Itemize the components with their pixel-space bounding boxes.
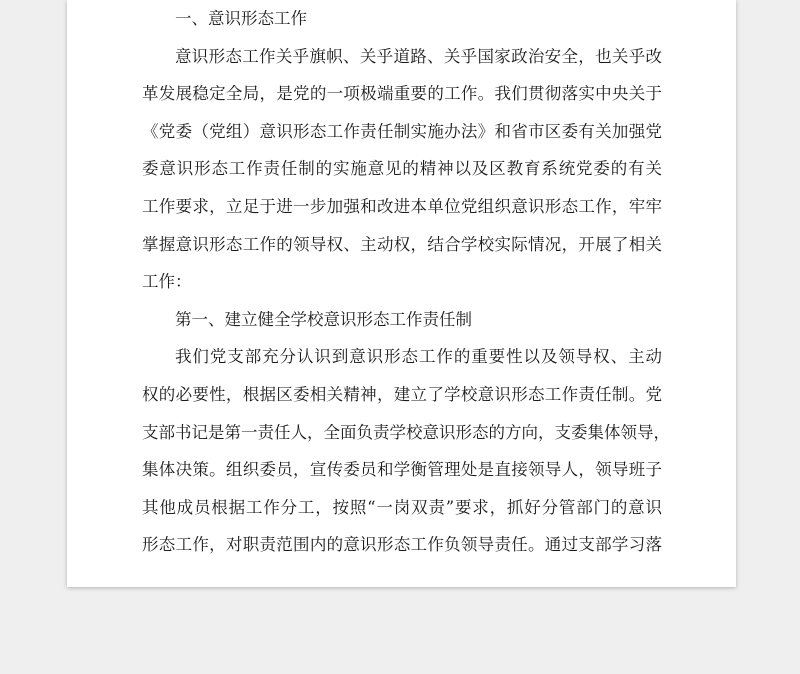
paragraph-line: 工作要求，立足于进一步加强和改进本单位党组织意识形态工作，牢牢 (142, 196, 662, 216)
paragraph-line: 工作： (142, 272, 192, 292)
paragraph-line: 《党委（党组）意识形态工作责任制实施办法》和省市区委有关加强党 (142, 121, 662, 141)
paragraph-ideology-overview (142, 38, 662, 301)
paragraph-line: 革发展稳定全局，是党的一项极端重要的工作。我们贯彻落实中央关于 (142, 84, 662, 104)
section-heading: 一、意识形态工作 (175, 9, 307, 28)
subheading: 第一、建立健全学校意识形态工作责任制 (175, 309, 472, 329)
paragraph-line: 委意识形态工作责任制的实施意见的精神以及区教育系统党委的有关 (142, 159, 662, 179)
paragraph-responsibility-system (142, 338, 670, 564)
paragraph-line: 其他成员根据工作分工，按照“一岗双责”要求，抓好分管部门的意识 (142, 497, 662, 517)
paragraph-line: 我们党支部充分认识到意识形态工作的重要性以及领导权、主动 (175, 347, 662, 367)
paragraph-line: 掌握意识形态工作的领导权、主动权，结合学校实际情况，开展了相关 (142, 234, 662, 254)
paragraph-line: 形态工作，对职责范围内的意识形态工作负领导责任。通过支部学习落 (142, 535, 662, 555)
paragraph-line: 支部书记是第一责任人，全面负责学校意识形态的方向，支委集体领导， (142, 422, 670, 442)
paragraph-line: 意识形态工作关乎旗帜、关乎道路、关乎国家政治安全，也关乎改 (175, 46, 662, 66)
document-content (142, 0, 670, 564)
paragraph-line: 集体决策。组织委员，宣传委员和学衡管理处是直接领导人，领导班子 (142, 460, 662, 480)
paragraph-line: 权的必要性，根据区委相关精神，建立了学校意识形态工作责任制。党 (142, 384, 662, 404)
document-page (67, 0, 736, 587)
